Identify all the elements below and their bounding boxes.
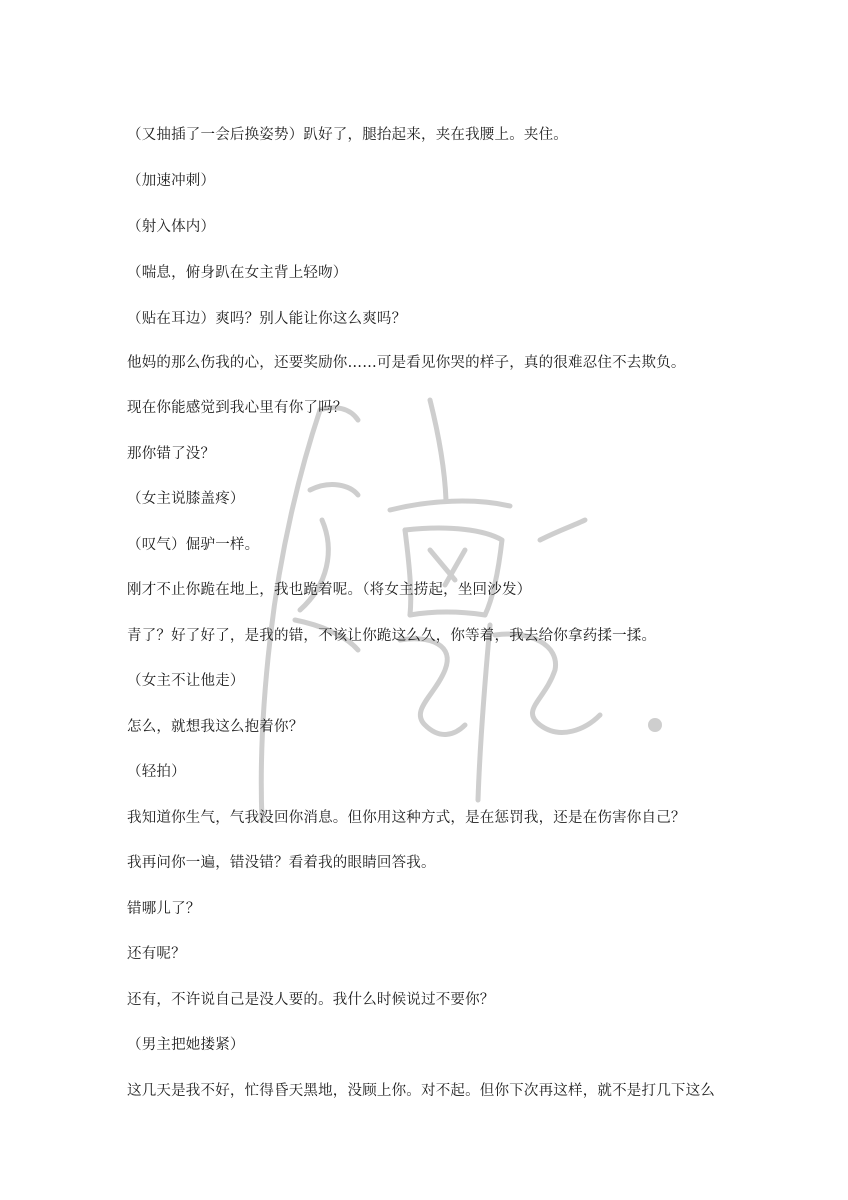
text-line: （又抽插了一会后换姿势）趴好了，腿抬起来，夹在我腰上。夹住。 bbox=[127, 127, 568, 143]
text-line: （轻拍） bbox=[127, 764, 186, 780]
text-line: （加速冲刺） bbox=[127, 173, 216, 189]
text-line: （女主说膝盖疼） bbox=[127, 491, 245, 507]
text-line: 错哪儿了？ bbox=[127, 901, 201, 917]
text-line: （男主把她搂紧） bbox=[127, 1037, 245, 1053]
text-line: （贴在耳边）爽吗？别人能让你这么爽吗？ bbox=[127, 311, 407, 327]
text-line: 还有呢？ bbox=[127, 946, 186, 962]
text-line: 我知道你生气，气我没回你消息。但你用这种方式，是在惩罚我，还是在伤害你自己？ bbox=[127, 810, 686, 826]
text-line: 还有，不许说自己是没人要的。我什么时候说过不要你？ bbox=[127, 992, 495, 1008]
text-line: 现在你能感觉到我心里有你了吗？ bbox=[127, 400, 348, 416]
text-line: （叹气）倔驴一样。 bbox=[127, 537, 260, 553]
text-line: （射入体内） bbox=[127, 219, 216, 235]
text-line: 我再问你一遍，错没错？看着我的眼睛回答我。 bbox=[127, 855, 436, 871]
text-line: 刚才不止你跪在地上，我也跪着呢。（将女主捞起，坐回沙发） bbox=[127, 582, 532, 598]
text-line: 怎么，就想我这么抱着你？ bbox=[127, 719, 304, 735]
text-line: （女主不让他走） bbox=[127, 673, 245, 689]
text-line: 那你错了没？ bbox=[127, 446, 216, 462]
text-line: 他妈的那么伤我的心，还要奖励你……可是看见你哭的样子，真的很难忍住不去欺负。 bbox=[127, 355, 686, 371]
signature-watermark bbox=[240, 380, 700, 840]
text-line: （喘息，俯身趴在女主背上轻吻） bbox=[127, 265, 348, 281]
text-line: 这几天是我不好，忙得昏天黑地，没顾上你。对不起。但你下次再这样，就不是打几下这么 bbox=[127, 1083, 715, 1099]
text-line: 青了？好了好了，是我的错，不该让你跪这么久，你等着，我去给你拿药揉一揉。 bbox=[127, 628, 657, 644]
